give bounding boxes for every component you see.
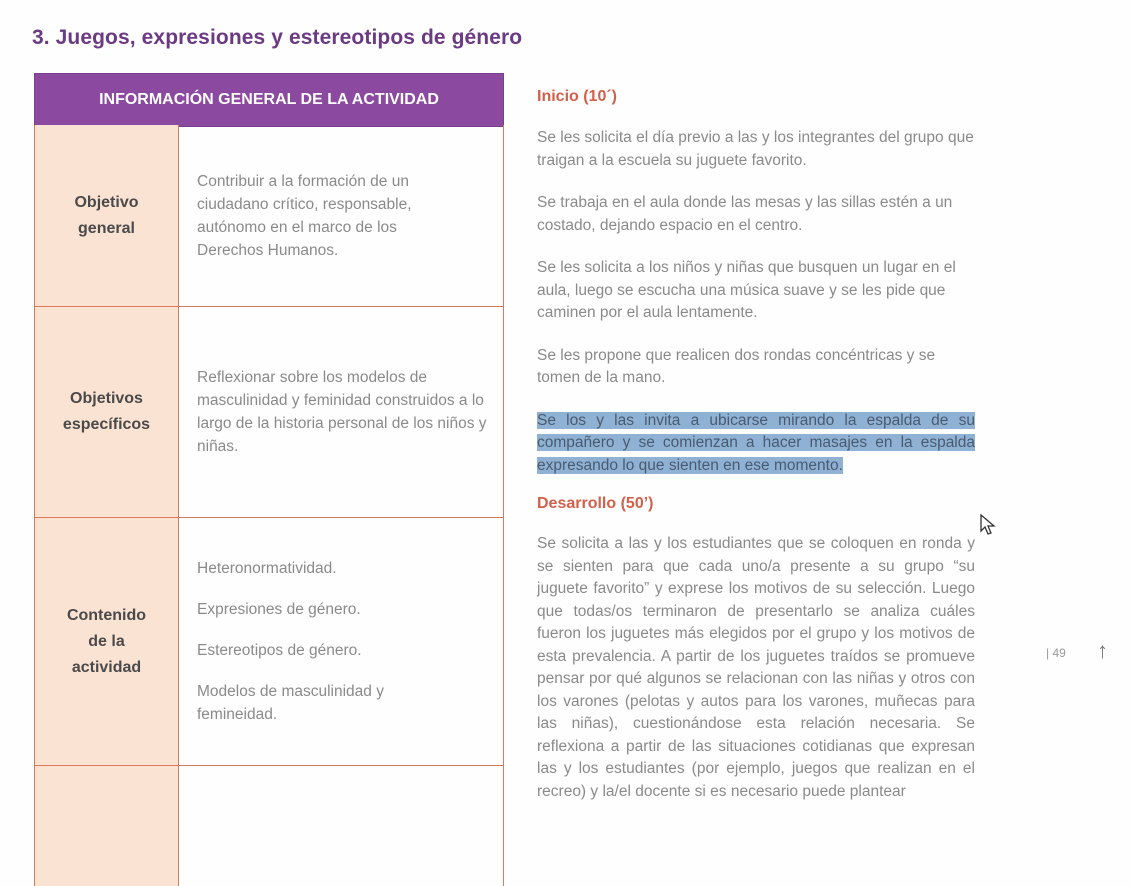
page-number: | 49: [1046, 646, 1066, 660]
arrow-up-icon[interactable]: ↑: [1097, 638, 1108, 663]
table-row-objetivo-general: [34, 125, 504, 307]
table-row-contenido: [34, 518, 504, 766]
inicio-heading: Inicio (10´): [537, 88, 618, 105]
inicio-paragraph: Se les propone que realicen dos rondas concéntricas y se tomen de la mano.: [537, 346, 936, 386]
mouse-pointer-icon: [980, 514, 996, 536]
desarrollo-paragraph: Se solicita a las y los estudiantes que se coloquen en ronda y se sienten para que cada uno/a presente a su grupo “su juguete favorito” y exprese los motivos de su selección. Luego que todas/os terminaron de presentarlo se analiza cuáles fueron los juguetes más elegidos por el grupo y los motivos de esta prevalencia. A partir de los juguetes traídos se promueve pensar por qué algunos se relacionan con las niñas y otros con los varones (pelotas y autos para los varones, muñecas para las niñas), cuestionándose esta relación necesaria. Se reflexiona a partir de las situaciones cotidianas que expresan las y los estudiantes (por ejemplo, juegos que realizan en el recreo) y la/el docente si es necesario puede plantear: [537, 535, 975, 800]
highlighted-paragraph[interactable]: [537, 410, 975, 478]
row-label: [35, 766, 179, 886]
text-selection[interactable]: Se los y las invita a ubicarse mirando la espalda de su compañero y se comienzan a hacer masajes en la espalda expresando lo que sienten en ese momento.: [537, 411, 975, 474]
content-item: Modelos de masculinidad y femineidad.: [197, 683, 384, 723]
activity-description: [537, 88, 975, 803]
inicio-paragraph: Se les solicita el día previo a las y los integrantes del grupo que traigan a la escuela su juguete favorito.: [537, 129, 974, 169]
content-item: Estereotipos de género.: [197, 642, 362, 659]
table-header: INFORMACIÓN GENERAL DE LA ACTIVIDAD: [34, 73, 504, 127]
inicio-paragraph: Se les solicita a los niños y niñas que busquen un lugar en el aula, luego se escucha una música suave y se les pide que caminen por el aula lentamente.: [537, 259, 956, 321]
content-item: Expresiones de género.: [197, 601, 361, 618]
row-label: Objetivos específicos: [35, 307, 179, 517]
section-title: 3. Juegos, expresiones y estereotipos de género: [32, 26, 523, 49]
row-label: Objetivo general: [35, 125, 179, 306]
row-label: Contenido de la actividad: [35, 518, 179, 765]
inicio-paragraph: Se trabaja en el aula donde las mesas y las sillas estén a un costado, dejando espacio en el centro.: [537, 194, 953, 234]
mouse-pointer-icon: [980, 514, 996, 541]
row-value: [179, 518, 503, 765]
table-row-objetivos-especificos: [34, 307, 504, 518]
row-value: [179, 766, 503, 886]
row-value: Contribuir a la formación de un ciudadano crítico, responsable, autónomo en el marco de los Derechos Humanos.: [197, 172, 412, 259]
content-item: Heteronormatividad.: [197, 560, 337, 577]
activity-info-table: [34, 73, 504, 883]
desarrollo-heading: Desarrollo (50’): [537, 495, 654, 512]
table-row-empty: [34, 766, 504, 886]
row-value: Reflexionar sobre los modelos de masculinidad y feminidad construidos a lo largo de la historia personal de los niños y niñas.: [197, 369, 487, 455]
